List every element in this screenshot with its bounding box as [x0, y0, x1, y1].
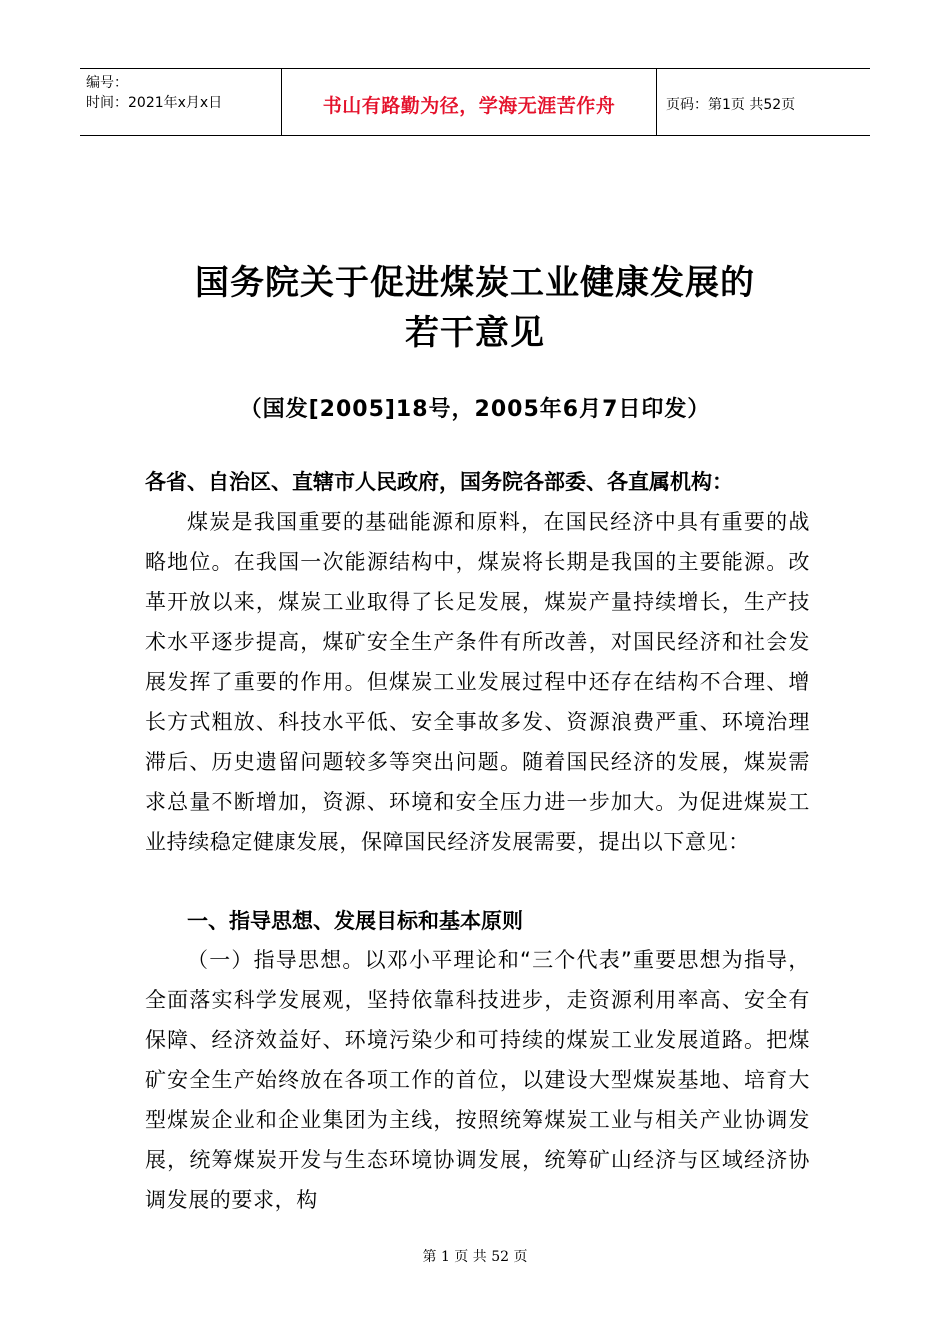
- paragraph-1: 煤炭是我国重要的基础能源和原料，在国民经济中具有重要的战略地位。在我国一次能源结构中，煤炭将长期是我国的主要能源。改革开放以来，煤炭工业取得了长足发展，煤炭产量持续增长，生产技术水平逐步提高，煤矿安全生产条件有所改善，对国民经济和社会发展发挥了重要的作用。但煤炭工业发展过程中还存在结构不合理、增长方式粗放、科技水平低、安全事故多发、资源浪费严重、环境治理滞后、历史遗留问题较多等突出问题。随着国民经济的发展，煤炭需求总量不断增加，资源、环境和安全压力进一步加大。为促进煤炭工业持续稳定健康发展，保障国民经济发展需要，提出以下意见：: [145, 510, 810, 854]
- paragraph-2: [145, 940, 810, 1220]
- document-title: [0, 258, 950, 358]
- header-meta: [86, 73, 222, 113]
- title-line-1: 国务院关于促进煤炭工业健康发展的: [195, 263, 755, 303]
- number-label: 编号：: [86, 75, 128, 91]
- page-header: [80, 68, 870, 136]
- document-subtitle: （国发[2005]18号，2005年6月7日印发）: [239, 397, 711, 422]
- header-page-info: 页码：第1页 共52页: [666, 97, 796, 113]
- salutation: 各省、自治区、直辖市人民政府，国务院各部委、各直属机构：: [145, 470, 733, 494]
- section-1-heading: 一、指导思想、发展目标和基本原则: [187, 909, 523, 933]
- header-divider-right: [656, 69, 657, 135]
- header-motto: 书山有路勤为径，学海无涯苦作舟: [322, 95, 616, 117]
- paragraph-2-lead: （一）指导思想。: [187, 948, 365, 972]
- page-footer: 第 1 页 共 52 页: [422, 1249, 528, 1265]
- title-line-2: 若干意见: [405, 313, 545, 353]
- time-label: 时间：2021年x月x日: [86, 95, 223, 111]
- paragraph-2-body: 以邓小平理论和“三个代表”重要思想为指导，全面落实科学发展观，坚持依靠科技进步，走资源利用率高、安全有保障、经济效益好、环境污染少和可持续的煤炭工业发展道路。把煤矿安全生产始终放在各项工作的首位，以建设大型煤炭基地、培育大型煤炭企业和企业集团为主线，按照统筹煤炭工业与相关产业协调发展，统筹煤炭开发与生态环境协调发展，统筹矿山经济与区域经济协调发展的要求，构: [145, 948, 810, 1212]
